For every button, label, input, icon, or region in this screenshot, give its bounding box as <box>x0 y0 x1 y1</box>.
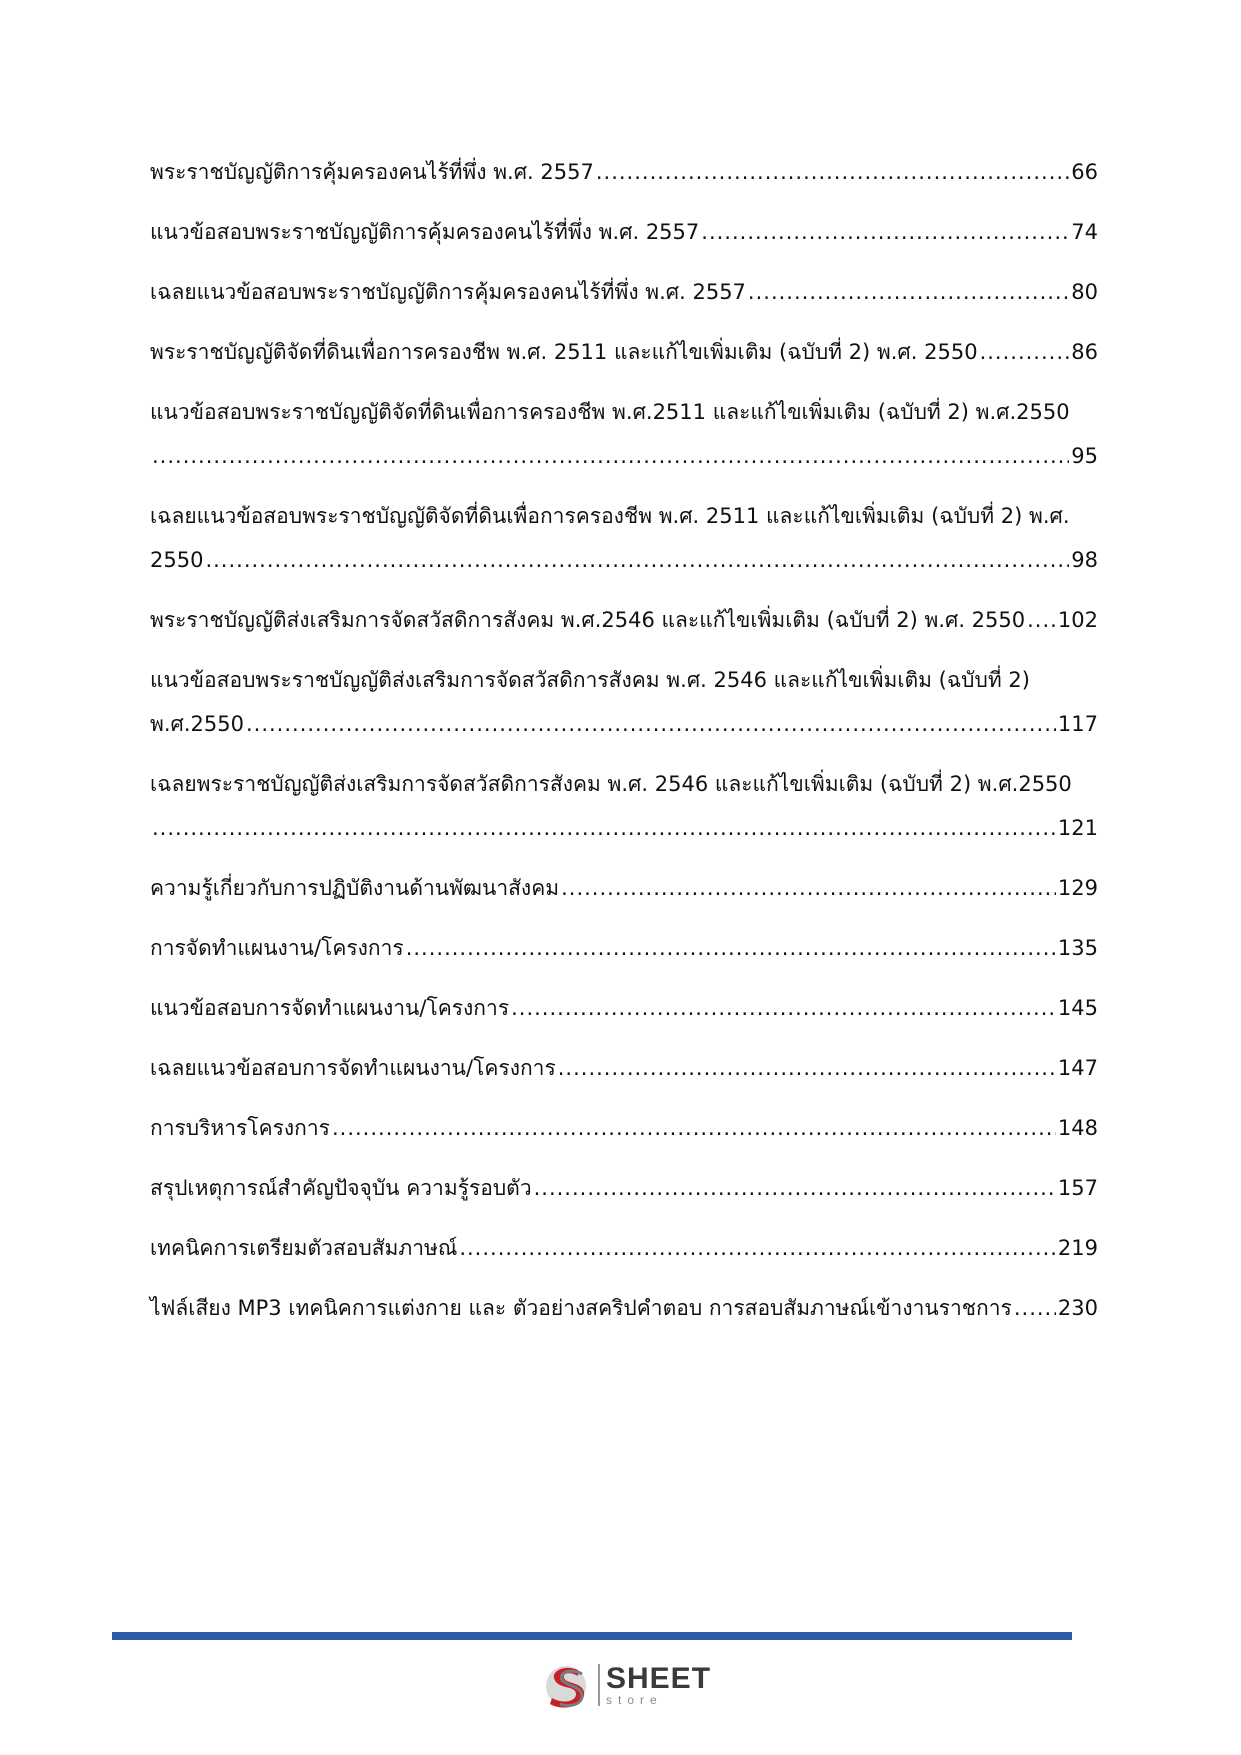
toc-entry-page-number: 80 <box>1071 280 1098 304</box>
dot-leader <box>596 150 1069 194</box>
dot-leader <box>152 806 1056 850</box>
toc-entry[interactable] <box>150 390 1098 478</box>
toc-entry-title: พ.ศ.2550 <box>150 712 244 736</box>
toc-entry-title: พระราชบัญญัติการคุ้มครองคนไร้ที่พึ่ง พ.ศ. 2557 <box>150 160 594 184</box>
logo-separator <box>598 1664 600 1706</box>
toc-entry[interactable] <box>150 270 1098 314</box>
dot-leader <box>1014 1286 1056 1330</box>
toc-entry-line <box>150 986 1098 1030</box>
toc-entry-title: เฉลยแนวข้อสอบพระราชบัญญัติการคุ้มครองคนไร้ที่พึ่ง พ.ศ. 2557 <box>150 280 746 304</box>
toc-entry-line <box>150 434 1098 478</box>
toc-entry-line <box>150 598 1098 642</box>
toc-entry-line <box>150 762 1098 806</box>
toc-entry-line <box>150 150 1098 194</box>
dot-leader <box>459 1226 1056 1270</box>
toc-entry-title: ไฟล์เสียง MP3 เทคนิคการแต่งกาย และ ตัวอย่างสคริปคำตอบ การสอบสัมภาษณ์เข้างานราชการ <box>150 1296 1012 1320</box>
toc-entry-page-number: 219 <box>1057 1236 1098 1260</box>
toc-entry-title: ความรู้เกี่ยวกับการปฏิบัติงานด้านพัฒนาสังคม <box>150 876 560 900</box>
toc-entry-line <box>150 926 1098 970</box>
toc-entry-page-number: 95 <box>1071 444 1098 468</box>
toc-entry-page-number: 86 <box>1071 340 1098 364</box>
table-of-contents <box>150 150 1098 1346</box>
toc-entry-page-number: 145 <box>1057 996 1098 1020</box>
toc-entry-page-number: 117 <box>1057 712 1098 736</box>
dot-leader <box>332 1106 1056 1150</box>
toc-entry-line <box>150 658 1098 702</box>
toc-entry-title: การบริหารโครงการ <box>150 1116 330 1140</box>
toc-entry-page-number: 148 <box>1057 1116 1098 1140</box>
dot-leader <box>152 434 1069 478</box>
logo-text <box>606 1664 711 1706</box>
dot-leader <box>748 270 1069 314</box>
toc-entry-title: สรุปเหตุการณ์สำคัญปัจจุบัน ความรู้รอบตัว <box>150 1176 532 1200</box>
dot-leader <box>561 866 1056 910</box>
toc-entry-title: การจัดทำแผนงาน/โครงการ <box>150 936 404 960</box>
toc-entry-page-number: 129 <box>1057 876 1098 900</box>
toc-entry[interactable] <box>150 1106 1098 1150</box>
dot-leader <box>511 986 1056 1030</box>
toc-entry-title: พระราชบัญญัติจัดที่ดินเพื่อการครองชีพ พ.ศ. 2511 และแก้ไขเพิ่มเติม (ฉบับที่ 2) พ.ศ. 2550 <box>150 340 978 364</box>
toc-entry-line <box>150 390 1098 434</box>
dot-leader <box>205 538 1069 582</box>
toc-entry[interactable] <box>150 926 1098 970</box>
dot-leader <box>1027 598 1056 642</box>
dot-leader <box>980 330 1070 374</box>
toc-entry-title: เฉลยพระราชบัญญัติส่งเสริมการจัดสวัสดิการสังคม พ.ศ. 2546 และแก้ไขเพิ่มเติม (ฉบับที่ 2) พ.ศ.2550 <box>150 772 1072 796</box>
toc-entry[interactable] <box>150 1046 1098 1090</box>
toc-entry-title: พระราชบัญญัติส่งเสริมการจัดสวัสดิการสังคม พ.ศ.2546 และแก้ไขเพิ่มเติม (ฉบับที่ 2) พ.ศ. 2550 <box>150 608 1026 632</box>
toc-entry-line <box>150 270 1098 314</box>
logo-word: SHEET <box>606 1662 712 1695</box>
toc-entry-page-number: 147 <box>1057 1056 1098 1080</box>
toc-entry-line <box>150 1106 1098 1150</box>
toc-entry-title: 2550 <box>150 548 204 572</box>
toc-entry-title: เฉลยแนวข้อสอบพระราชบัญญัติจัดที่ดินเพื่อการครองชีพ พ.ศ. 2511 และแก้ไขเพิ่มเติม (ฉบับที่ 2) พ.ศ. <box>150 504 1070 528</box>
toc-entry-line <box>150 330 1098 374</box>
toc-entry[interactable] <box>150 762 1098 850</box>
toc-entry-page-number: 230 <box>1057 1296 1098 1320</box>
toc-entry-page-number: 121 <box>1057 816 1098 840</box>
toc-entry-line <box>150 866 1098 910</box>
toc-entry[interactable] <box>150 866 1098 910</box>
toc-entry-page-number: 135 <box>1057 936 1098 960</box>
toc-entry-title: แนวข้อสอบการจัดทำแผนงาน/โครงการ <box>150 996 510 1020</box>
toc-entry[interactable] <box>150 598 1098 642</box>
dot-leader <box>534 1166 1056 1210</box>
toc-entry-line <box>150 1046 1098 1090</box>
toc-entry-page-number: 74 <box>1071 220 1098 244</box>
toc-entry[interactable] <box>150 658 1098 746</box>
logo-subtitle: store <box>606 1693 663 1707</box>
toc-entry-line <box>150 1226 1098 1270</box>
toc-entry-line <box>150 210 1098 254</box>
toc-entry[interactable] <box>150 986 1098 1030</box>
sheet-logo-icon <box>542 1660 594 1710</box>
toc-entry[interactable] <box>150 494 1098 582</box>
toc-entry[interactable] <box>150 1286 1098 1330</box>
toc-entry[interactable] <box>150 1166 1098 1210</box>
toc-entry-page-number: 157 <box>1057 1176 1098 1200</box>
toc-entry-title: เฉลยแนวข้อสอบการจัดทำแผนงาน/โครงการ <box>150 1056 556 1080</box>
toc-entry-title: แนวข้อสอบพระราชบัญญัติจัดที่ดินเพื่อการครองชีพ พ.ศ.2511 และแก้ไขเพิ่มเติม (ฉบับที่ 2) พ.ศ.2550 <box>150 400 1070 424</box>
toc-entry-line <box>150 1166 1098 1210</box>
toc-entry-page-number: 102 <box>1057 608 1098 632</box>
toc-entry-line <box>150 538 1098 582</box>
toc-entry[interactable] <box>150 150 1098 194</box>
toc-entry-page-number: 66 <box>1071 160 1098 184</box>
sheet-store-logo <box>542 1660 711 1710</box>
toc-entry[interactable] <box>150 330 1098 374</box>
toc-entry-page-number: 98 <box>1071 548 1098 572</box>
toc-entry[interactable] <box>150 1226 1098 1270</box>
toc-entry-line <box>150 702 1098 746</box>
toc-entry-title: แนวข้อสอบพระราชบัญญัติส่งเสริมการจัดสวัสดิการสังคม พ.ศ. 2546 และแก้ไขเพิ่มเติม (ฉบับที่ 2) <box>150 668 1030 692</box>
dot-leader <box>406 926 1056 970</box>
footer-rule <box>112 1632 1072 1640</box>
dot-leader <box>701 210 1069 254</box>
toc-entry-title: แนวข้อสอบพระราชบัญญัติการคุ้มครองคนไร้ที่พึ่ง พ.ศ. 2557 <box>150 220 700 244</box>
toc-entry-line <box>150 494 1098 538</box>
toc-entry-title: เทคนิคการเตรียมตัวสอบสัมภาษณ์ <box>150 1236 458 1260</box>
toc-entry-line <box>150 1286 1098 1330</box>
toc-entry[interactable] <box>150 210 1098 254</box>
dot-leader <box>246 702 1056 746</box>
toc-entry-line <box>150 806 1098 850</box>
dot-leader <box>558 1046 1056 1090</box>
